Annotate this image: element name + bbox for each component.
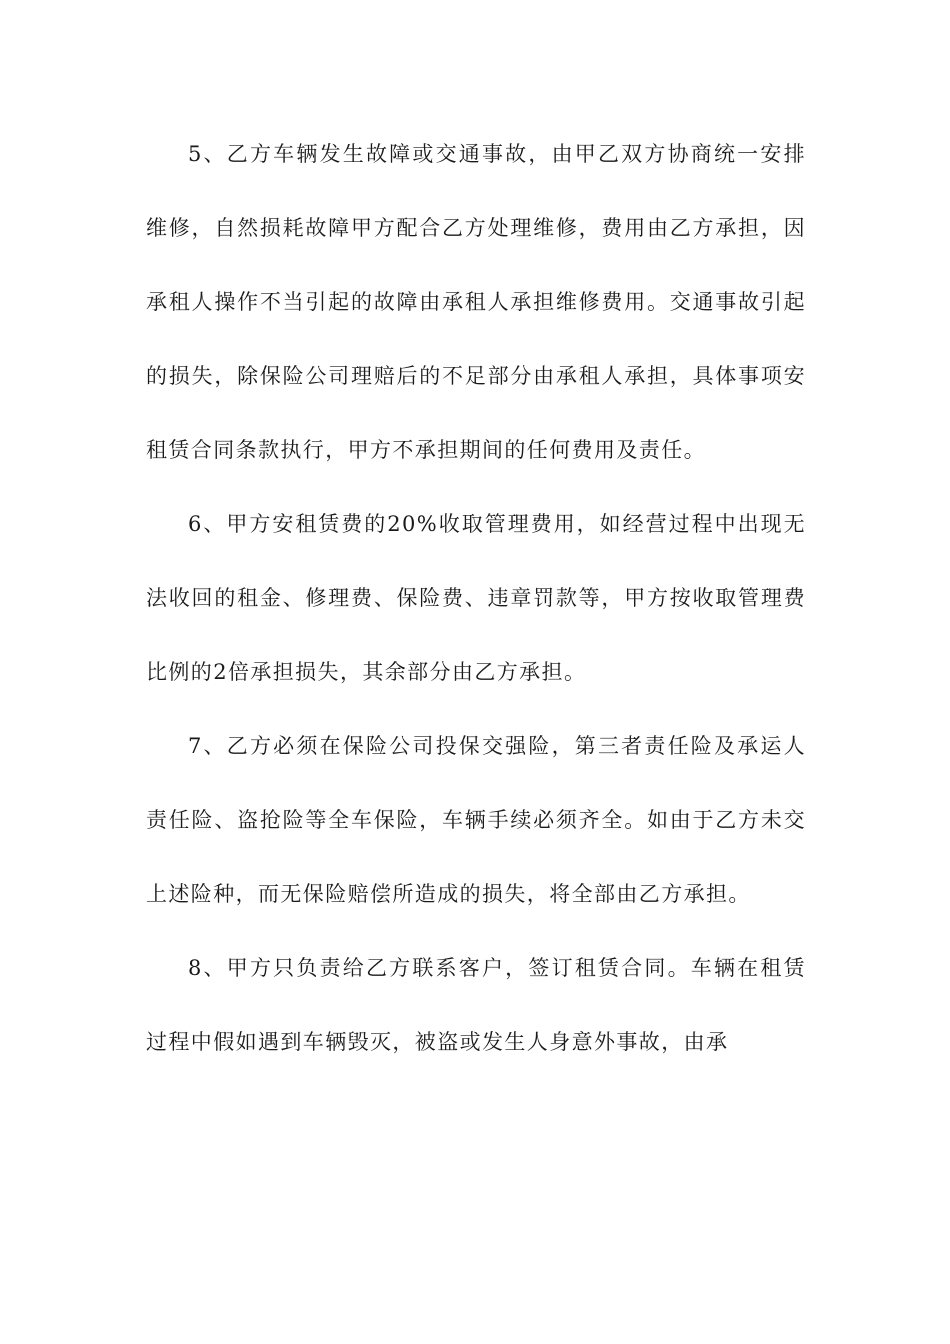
- clause-6-paragraph: 6、甲方安租赁费的20%收取管理费用，如经营过程中出现无法收回的租金、修理费、保险费、违章罚款等，甲方按收取管理费比例的2倍承担损失，其余部分由乙方承担。: [146, 512, 806, 684]
- document-body: [146, 117, 806, 1079]
- clause-5-paragraph: 5、乙方车辆发生故障或交通事故，由甲乙双方协商统一安排维修，自然损耗故障甲方配合乙方处理维修，费用由乙方承担，因承租人操作不当引起的故障由承租人承担维修费用。交通事故引起的损失，除保险公司理赔后的不足部分由承租人承担，具体事项安租赁合同条款执行，甲方不承担期间的任何费用及责任。: [146, 142, 806, 462]
- clause-8-paragraph: 8、甲方只负责给乙方联系客户，签订租赁合同。车辆在租赁过程中假如遇到车辆毁灭，被盗或发生人身意外事故，由承: [146, 956, 806, 1054]
- clause-7-paragraph: 7、乙方必须在保险公司投保交强险，第三者责任险及承运人责任险、盗抢险等全车保险，车辆手续必须齐全。如由于乙方未交上述险种，而无保险赔偿所造成的损失，将全部由乙方承担。: [146, 734, 806, 906]
